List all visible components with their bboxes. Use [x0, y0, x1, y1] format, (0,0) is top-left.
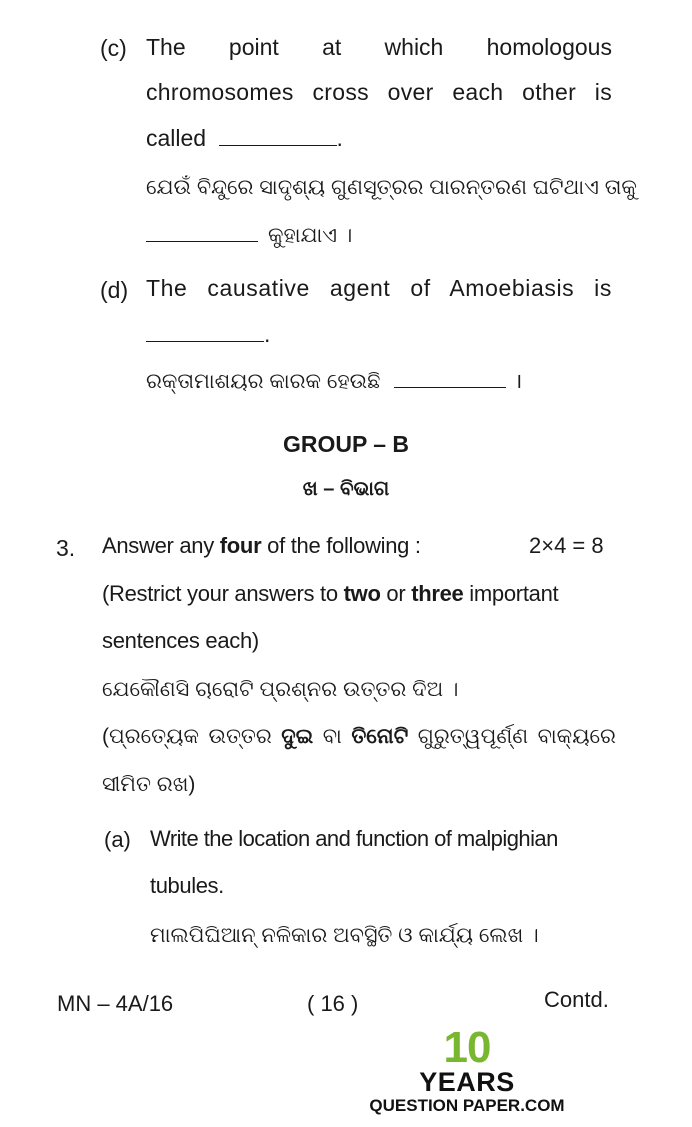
q2d-odia — [146, 368, 522, 396]
q2c-line3-text: called — [146, 125, 207, 151]
q2d-odia-end: । — [514, 370, 523, 393]
watermark-number: 10 — [443, 1023, 491, 1072]
q3-odia-word: ବାକ୍ୟରେ — [537, 725, 616, 748]
q3a-line1: Write the location and function of malpighian — [150, 826, 558, 851]
q3-intro-text: Answer any — [102, 533, 220, 558]
q2c-line2: chromosomes cross over each other is — [146, 79, 612, 105]
watermark-site: QUESTION PAPER.COM — [369, 1096, 565, 1115]
q2c-word: The — [146, 34, 186, 60]
q3-odia-line1: ଯେକୌଣସି ଚାରୋଟି ପ୍ରଶ୍ନର ଉତ୍ତର ଦିଅ । — [102, 678, 459, 701]
q3a-line2: tubules. — [150, 873, 224, 898]
answer-blank — [146, 323, 264, 342]
q3a-label: (a) — [104, 827, 131, 852]
q3-odia-word: ବା — [322, 725, 342, 748]
q2d-line2 — [146, 320, 270, 348]
group-title: GROUP – B — [282, 431, 410, 457]
q2c-line3-period: . — [336, 125, 343, 151]
q2c-line1 — [146, 33, 612, 61]
footer-page-number: ( 16 ) — [307, 991, 359, 1016]
q3-restrict-bold: two — [343, 581, 381, 606]
answer-blank — [146, 223, 258, 242]
q2c-line3 — [146, 124, 343, 152]
q3-odia-word: ଗୁରୁତ୍ୱପୂର୍ଣ୍ଣ — [417, 725, 529, 748]
q2c-odia-line2 — [146, 222, 352, 250]
q3-odia-word: (ପ୍ରତ୍ୟେକ — [102, 725, 199, 748]
q3-restrict-line2: sentences each) — [102, 628, 259, 653]
q2d-line1: The causative agent of Amoebiasis is — [146, 275, 612, 301]
q3-restrict-line1 — [102, 580, 558, 608]
q2d-line2-period: . — [264, 321, 271, 347]
q3-intro-text: of the following : — [261, 533, 421, 558]
group-odia-title: ଖ – ବିଭାଗ — [302, 478, 390, 500]
footer-code: MN – 4A/16 — [57, 991, 174, 1016]
q3-intro — [102, 532, 421, 560]
q3-restrict-bold: three — [411, 581, 464, 606]
q3-odia-word-bold: ତିନୋଟି — [351, 725, 409, 748]
q2c-word: homologous — [486, 34, 612, 60]
q2d-label: (d) — [100, 277, 129, 303]
q3-odia-word-bold: ଦୁଇ — [281, 725, 314, 748]
q3a-odia: ମାଲପିଘିଆନ୍ ନଳିକାର ଅବସ୍ଥିତି ଓ କାର୍ଯ୍ୟ ଲେଖ । — [150, 924, 539, 947]
q3-restrict-text: (Restrict your answers to — [102, 581, 344, 606]
answer-blank — [219, 127, 337, 146]
q3-odia-line3: ସୀମିତ ରଖ) — [102, 773, 196, 796]
q3-restrict-text: or — [380, 581, 412, 606]
q3-restrict-text: important — [463, 581, 559, 606]
q3-number: 3. — [56, 535, 76, 561]
watermark-years: YEARS — [419, 1067, 515, 1097]
q3-odia-line2 — [102, 723, 616, 751]
q2c-word: which — [384, 34, 444, 60]
answer-blank — [394, 369, 506, 388]
q2c-word: point — [228, 34, 279, 60]
q2c-word: at — [322, 34, 342, 60]
q2d-odia-text: ରକ୍ତାମାଶୟର କାରକ ହେଉଛି — [146, 370, 381, 393]
q3-odia-word: ଉତ୍ତର — [208, 725, 272, 748]
q2c-label: (c) — [100, 35, 127, 61]
q3-intro-bold: four — [219, 533, 262, 558]
footer-contd: Contd. — [544, 987, 609, 1012]
q2c-odia-line1: ଯେଉଁ ବିନ୍ଦୁରେ ସାଦୃଶ୍ୟ ଗୁଣସୂତ୍ରର ପାରନ୍ତରଣ ଘଟିଥାଏ ତାକୁ — [146, 176, 637, 199]
q2c-odia-line2-text: କୁହାଯାଏ । — [268, 224, 353, 247]
q3-marks: 2×4 = 8 — [529, 533, 604, 558]
